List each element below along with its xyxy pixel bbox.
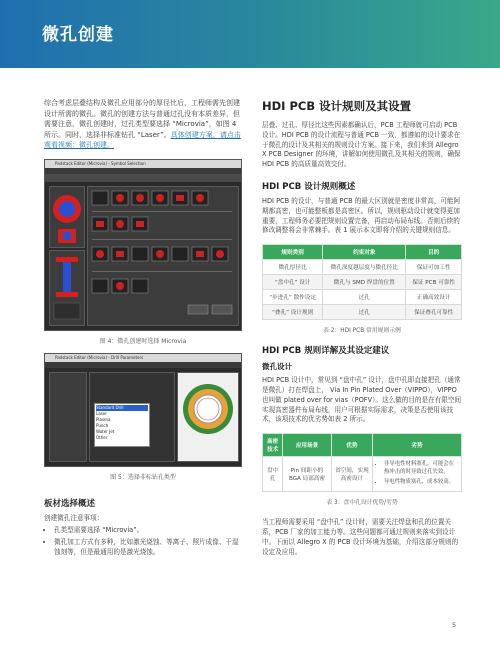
figure-4-symbol-grid bbox=[87, 186, 239, 326]
figure-5-via-preview-panel bbox=[177, 372, 239, 462]
section-heading-rules: HDI PCB 设计规则及其设置 bbox=[262, 99, 412, 113]
table-cell: 保证可加工性 bbox=[406, 260, 462, 275]
board-bullet-list bbox=[44, 526, 242, 557]
section-heading-overview: HDI PCB 设计规则概述 bbox=[262, 181, 356, 192]
table-cell: Pin 间距小的 BGA 局部高密 bbox=[283, 457, 332, 492]
figure-5-drill-dropdown[interactable] bbox=[94, 403, 150, 447]
figure-4-caption: 图 4：微孔创建时选择 Microvia bbox=[99, 337, 187, 345]
via-in-pad-table bbox=[262, 433, 462, 492]
table-cell: 微孔厚径比 bbox=[263, 260, 323, 275]
intro-paragraph bbox=[44, 98, 242, 151]
figure-4-stack-panel bbox=[49, 250, 85, 326]
table-row bbox=[263, 305, 462, 320]
bullet-item: • 微孔加工方式有多种，比如激光烧蚀、等离子、照片成像、干湿蚀刻等，但是最通用的是激光烧蚀。 bbox=[54, 538, 242, 558]
figure-4-stack-view bbox=[50, 251, 84, 325]
figure-4-toolbar bbox=[45, 174, 241, 182]
fig5-option-0[interactable]: Standard Drill bbox=[96, 405, 148, 411]
microvia-paragraph: HDI PCB 设计中，常见到 “盘中孔” 设计，盘中孔即直接把孔（通常是微孔）打在焊盘上， Via In Pin Plated Over（VIPPO），VIPPO 也叫做 plated over for vias（POFV）。这么做的目的是在有限空间实现高密器件布局布线，用户可根据实际需求，决策是否使用该技术，该项技术的优劣势如表 2 所示。 bbox=[262, 376, 462, 424]
figure-5-left-panel bbox=[49, 372, 87, 462]
video-link[interactable]: 具体创建方案，请点击观看视频：微孔创建。 bbox=[44, 130, 241, 149]
via-th: 应用场景 bbox=[283, 434, 332, 457]
figure-5-param-panel bbox=[89, 372, 175, 462]
fig5-option-1[interactable]: Laser bbox=[96, 410, 107, 416]
left-column bbox=[44, 98, 242, 560]
figure-4-screenshot bbox=[44, 159, 242, 331]
intro-text: 综合考虑层叠结构及微孔应用部分的厚径比后，工程师需先创建设计所需的微孔。微孔的创建方法与普通过孔没有本质差异，但需要注意，微孔创建时，过孔类型要选择 “Microvia”，如图 4 所示。同时，选择非标准钻孔 “Laser”。 bbox=[44, 99, 240, 139]
rules-table-header bbox=[263, 245, 462, 260]
table-row bbox=[263, 275, 462, 290]
table-row bbox=[263, 290, 462, 305]
right-column bbox=[262, 98, 462, 557]
via-table-header bbox=[263, 434, 462, 457]
page-number: 5 bbox=[452, 621, 457, 629]
table-cell: 保证 PCB 可靠性 bbox=[406, 275, 462, 290]
via-th: 劣势 bbox=[372, 434, 461, 457]
via-table-caption: 表 3：盘中孔设计优势/劣势 bbox=[326, 500, 398, 507]
table-cell: 保证叠孔可靠性 bbox=[406, 305, 462, 320]
table-cell: 省空间，实现高密设计 bbox=[331, 457, 372, 492]
rules-th: 规则类别 bbox=[263, 245, 323, 260]
figure-5-caption: 图 5：选择非标钻孔类型 bbox=[110, 473, 176, 481]
board-selection-heading: 板材选择概述 bbox=[44, 498, 96, 509]
table-cell: 盘中孔 bbox=[263, 457, 283, 492]
bullet-item: • 孔类型需要选择 “Microvia”。 bbox=[54, 526, 242, 536]
disadvantage-list bbox=[376, 460, 458, 486]
table-cell: 微孔与 SMD 焊盘的位置 bbox=[323, 275, 406, 290]
page-title: 微孔创建 bbox=[42, 25, 114, 45]
microvia-design-heading: 微孔设计 bbox=[262, 362, 292, 372]
figure-4-window-title: Padstack Editor (Microvia) - Symbol Selection bbox=[45, 160, 241, 168]
table-cell: “盘中孔” 设计 bbox=[263, 275, 323, 290]
table-cell: 正确高效设计 bbox=[406, 290, 462, 305]
table-cell: 过孔 bbox=[323, 290, 406, 305]
fig5-option-2[interactable]: Plasma bbox=[96, 416, 111, 422]
closing-paragraph: 当工程师需要采用 “盘中孔” 设计时，需要关注焊盘和孔的位置关系，PCB 厂家的加工能力等。这些问题都可通过规则来落实到设计中。下面以 Allegro X 的 PCB 设计环境为基础，介绍这部分规则的设定及应用。 bbox=[262, 518, 459, 556]
overview-paragraph: HDI PCB 的设计，与普通 PCB 的最大区别就是密度非常高，可能阿期都高密，也可能整板都是高密区。所以，规则驱动设计就变得更加重要，工程师务必要把规则设置完备，再启动布局布线。否则后续的修改调整将会非常棘手。表 1 展示本文即将介绍的关键规则信息。 bbox=[262, 196, 461, 235]
fig5-option-3[interactable]: Punch bbox=[96, 422, 109, 428]
rules-table-caption: 表 2：HDI PCB 常用规则示例 bbox=[323, 328, 401, 335]
table-cell: “叠孔” 设计规则 bbox=[263, 305, 323, 320]
figure-5-window-title: Padstack Editor (Microvia) - Drill Parameters bbox=[45, 354, 241, 362]
list-item: • 导电性物质塞孔，成本较高。 bbox=[384, 478, 458, 486]
fig5-option-4[interactable]: Water Jet bbox=[96, 428, 115, 434]
figure-5-via-ring-preview bbox=[178, 373, 238, 461]
table-cell: 过孔 bbox=[323, 305, 406, 320]
figure-4-symbol-icons bbox=[88, 187, 238, 325]
section-heading-detail: HDI PCB 规则详解及其设定建议 bbox=[262, 346, 390, 357]
table-row bbox=[263, 260, 462, 275]
rules-table bbox=[262, 244, 462, 320]
table-cell: 微孔深度越层度与微孔径比 bbox=[323, 260, 406, 275]
rules-th: 约束对象 bbox=[323, 245, 406, 260]
figure-5-screenshot bbox=[44, 353, 242, 467]
board-intro: 创建微孔注意事项： bbox=[44, 513, 104, 522]
via-th: 高密技术 bbox=[263, 434, 283, 457]
page-header-banner bbox=[0, 0, 500, 68]
list-item: • 非导电性材料塞孔，可能会在热冲击的时导致过孔失效。 bbox=[384, 460, 458, 476]
rules-intro-paragraph: 层叠、过孔、厚径比这些因素都确认后，PCB 工程师就可启动 PCB 设计。HDI PCB 的设计流程与普通 PCB 一致，都遵如的设计要求在于微孔的设计及其相关的规则设计方案。接下来，我们来到 Allegro X PCB Designer 的环境，讲解如何使用微孔及其相关的规则，确保 HDI PCB 的高质量高效交付。 bbox=[262, 121, 461, 169]
rules-th: 目的 bbox=[406, 245, 462, 260]
figure-5-menubar bbox=[45, 362, 241, 368]
table-row bbox=[263, 457, 462, 492]
fig5-option-5[interactable]: Other bbox=[96, 434, 108, 440]
table-cell bbox=[372, 457, 461, 492]
via-th: 优势 bbox=[331, 434, 372, 457]
table-cell: “步进孔” 散作设定 bbox=[263, 290, 323, 305]
figure-4-pad-preview bbox=[50, 187, 84, 247]
figure-4-preview-panel bbox=[49, 186, 85, 248]
